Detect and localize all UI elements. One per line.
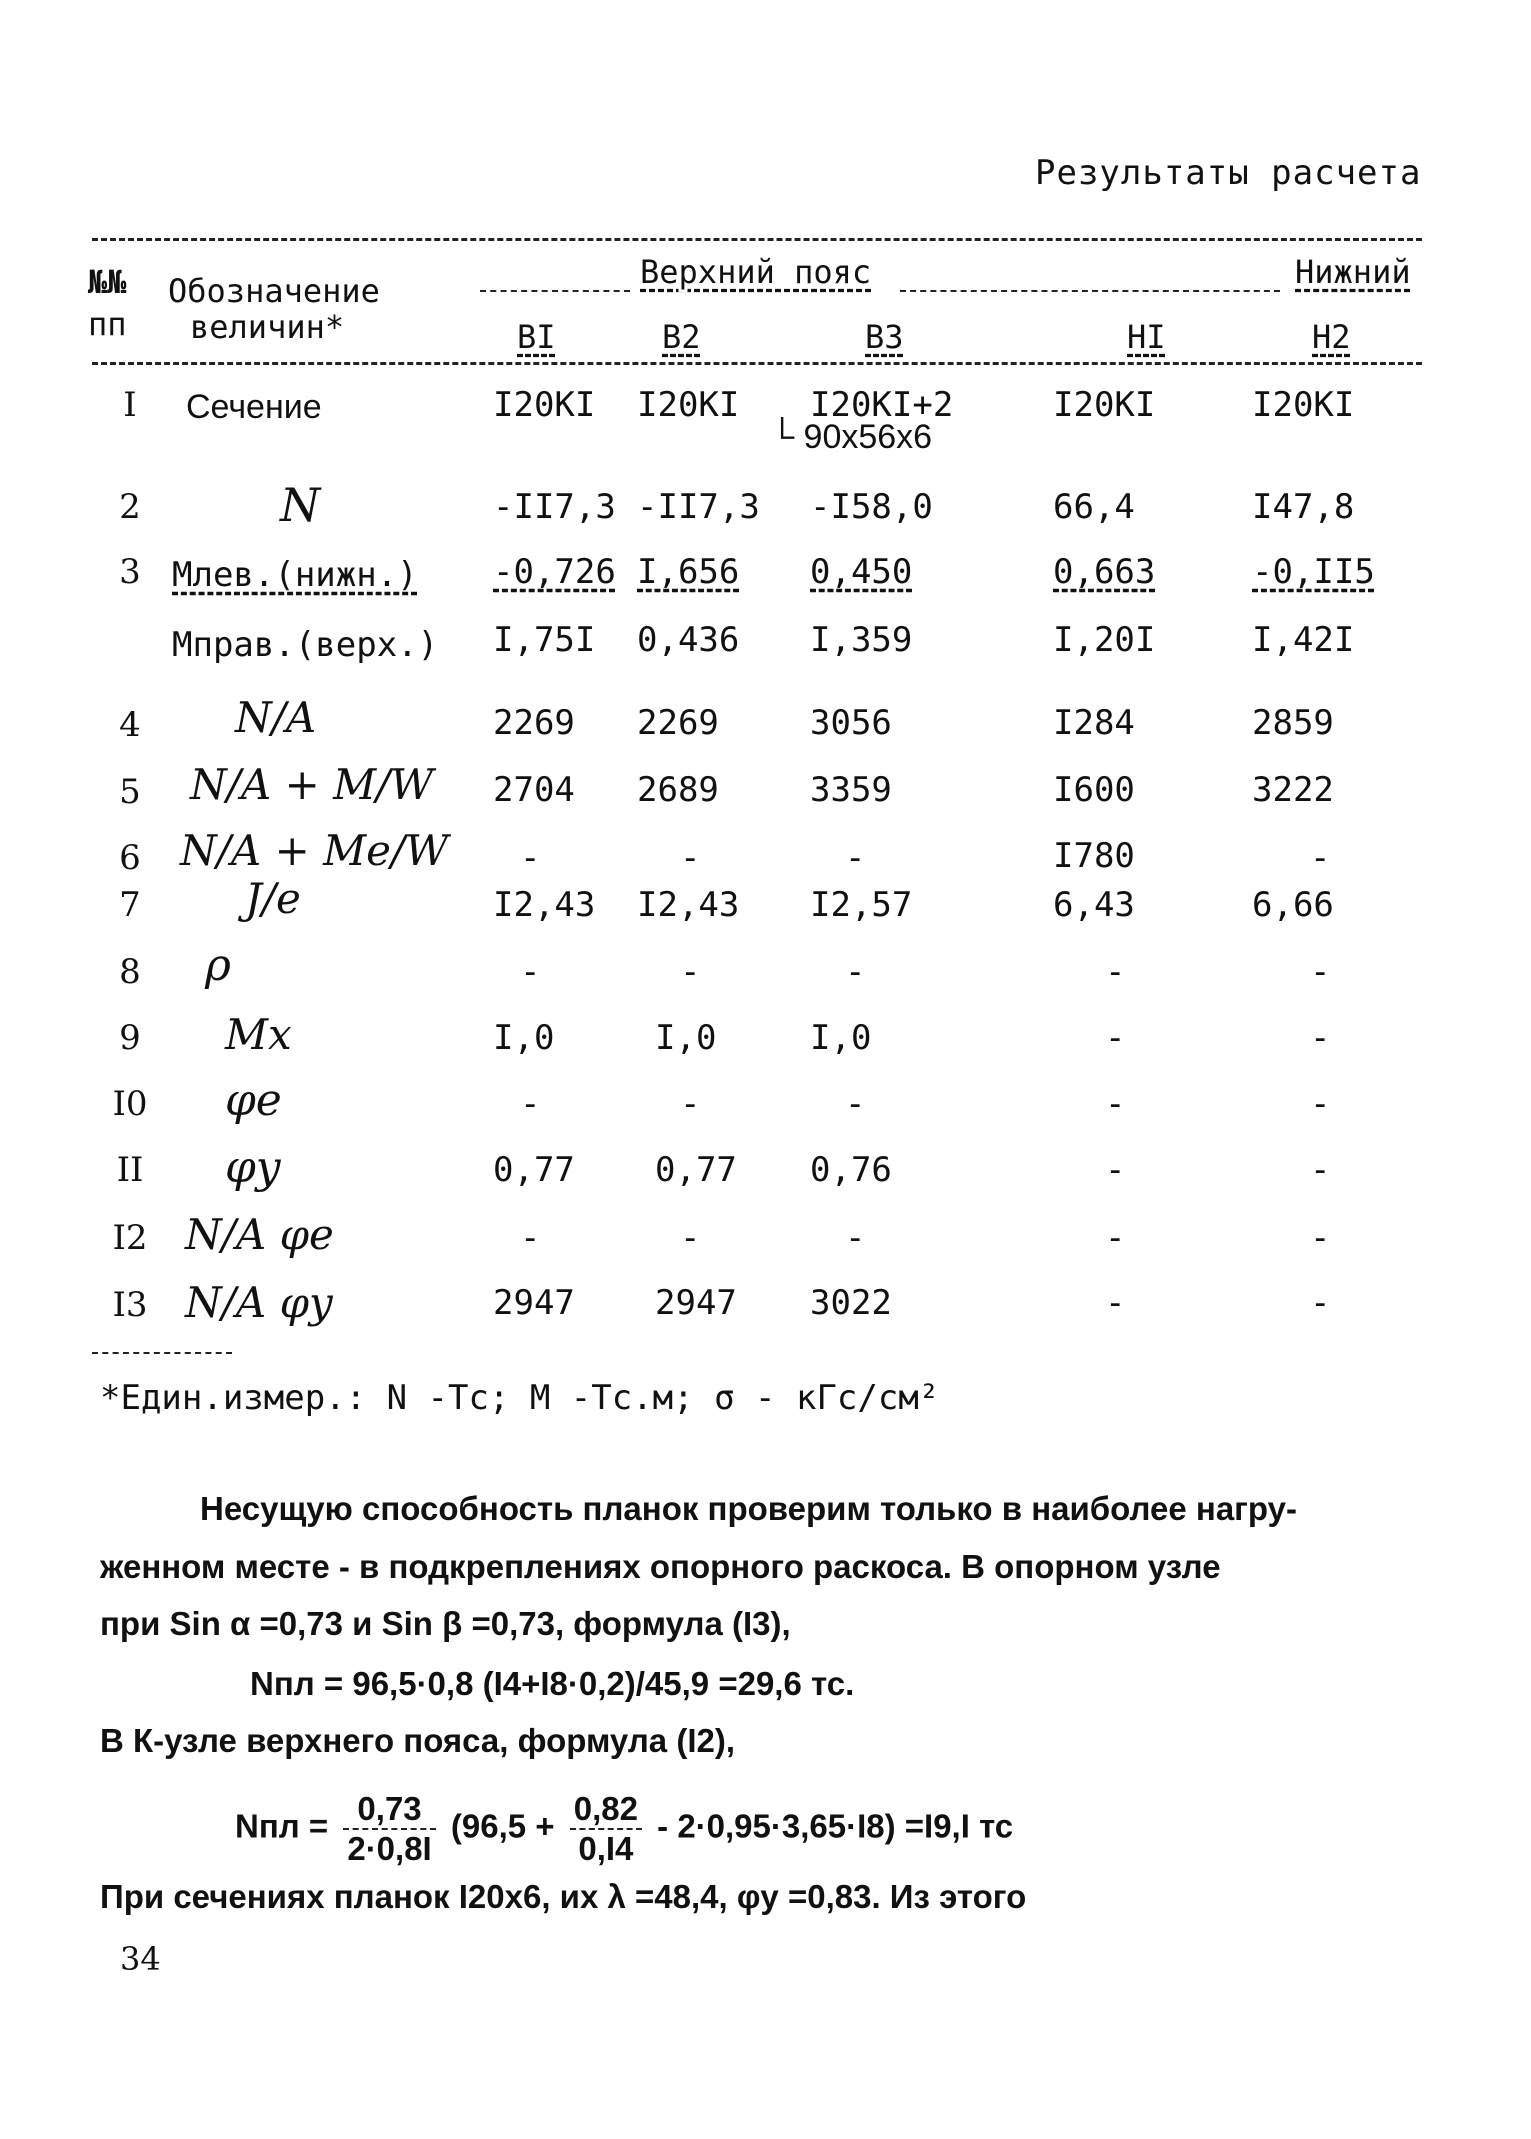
row-name: ρ [205,940,231,991]
fraction-numerator: 0,82 [570,1790,642,1830]
cell-h1: - [1105,952,1126,992]
footnote: *Един.измер.: N -Тс; M -Тс.м; σ - кГс/см² [100,1378,940,1418]
cell-h2: 6,66 [1252,885,1334,925]
row-name: N/A + M/W [190,760,434,809]
cell-h2: - [1310,1018,1331,1058]
cell-b3: 0,450 [810,552,913,592]
row-number: 4 [119,705,141,745]
cell-h1: 0,663 [1053,552,1156,592]
fraction-denominator: 0,I4 [578,1830,634,1867]
fraction-numerator: 0,73 [343,1790,435,1830]
cell-b2: 2689 [637,770,719,810]
cell-h2: 2859 [1252,703,1334,743]
row-name: N [280,478,321,532]
column-header-h2: H2 [1312,318,1351,356]
cell-h1: I,20I [1053,620,1156,660]
header-bottom-rule [92,362,1422,365]
row-number: 7 [119,885,141,925]
row-number: 5 [119,772,141,812]
formula-rhs: - 2·0,95·3,65·I8) =I9,I тс [657,1807,1014,1845]
row-name: φe [225,1075,282,1126]
cell-h1: I284 [1053,703,1135,743]
cell-b2: I,656 [637,552,740,592]
cell-b3: I2,57 [810,885,913,925]
cell-b1: -II7,3 [493,487,616,527]
cell-b1: I,75I [493,620,596,660]
paragraph-line: При сечениях планок I20x6, их λ =48,4, φy =0,83. Из этого [100,1878,1027,1915]
cell-b2: - [680,1218,701,1258]
cell-b2: 2269 [637,703,719,743]
cell-b3: I,0 [810,1018,872,1058]
paragraph-line: В К-узле верхнего пояса, формула (I2), [100,1722,735,1759]
cell-b1: - [520,1218,541,1258]
cell-b3: - [845,952,866,992]
cell-h1: - [1105,1018,1126,1058]
row-number: I3 [112,1285,148,1325]
cell-b2: 2947 [655,1283,737,1323]
row-name: Mлев.(нижн.) [172,555,418,595]
cell-h1: I20KI [1053,385,1156,425]
cell-h2: - [1310,1283,1331,1323]
cell-h1: - [1105,1283,1126,1323]
cell-h1: I780 [1053,836,1135,876]
paragraph-line: при Sin α =0,73 и Sin β =0,73, формула (I3), [100,1605,791,1642]
cell-b2: I2,43 [637,885,740,925]
cell-b3: -I58,0 [810,487,933,527]
row-name: Mправ.(верх.) [172,625,439,665]
cell-b3: 0,76 [810,1150,892,1190]
row-name: N/A φy [185,1278,333,1327]
cell-h2: I,42I [1252,620,1355,660]
column-header-b3: B3 [865,318,904,356]
column-header-b2: B2 [662,318,701,356]
cell-b3: - [845,1218,866,1258]
paragraph-line: женном месте - в подкреплениях опорного раскоса. В опорном узле [100,1548,1221,1585]
row-name: φy [225,1142,281,1193]
cell-b2: 0,436 [637,620,740,660]
cell-b2: - [680,1084,701,1124]
cell-h2: I20KI [1252,385,1355,425]
cell-b2: I,0 [655,1018,717,1058]
row-number: 9 [119,1018,141,1058]
cell-b1: I2,43 [493,885,596,925]
page-number: 34 [120,1940,161,1978]
row-number: 6 [119,838,141,878]
cell-h2: I47,8 [1252,487,1355,527]
row-name: Сечение [186,388,322,426]
cell-h1: 66,4 [1053,487,1135,527]
table-top-rule [92,238,1422,241]
row-number: 2 [119,487,141,527]
cell-h2: - [1310,1150,1331,1190]
formula-middle: (96,5 + [450,1807,555,1845]
cell-b1: - [520,952,541,992]
row-number: I [123,385,137,425]
fraction [343,1790,435,1868]
cell-h2: - [1310,1084,1331,1124]
header-num-label-2: пп [88,305,127,343]
row-number: 8 [119,952,141,992]
page-title: Результаты расчета [1035,153,1422,193]
cell-b1: - [520,838,541,878]
header-group-top: Верхний пояс [640,253,872,291]
cell-b2: - [680,838,701,878]
row-number: I2 [112,1218,148,1258]
header-group-rule-left [480,290,630,292]
cell-b1: 0,77 [493,1150,575,1190]
cell-b3: 3056 [810,703,892,743]
cell-b3: 3359 [810,770,892,810]
cell-b2: -II7,3 [637,487,760,527]
cell-h1: - [1105,1150,1126,1190]
cell-h2: 3222 [1252,770,1334,810]
cell-h2: - [1310,1218,1331,1258]
cell-b2: - [680,952,701,992]
cell-b3-extra: └ 90x56x6 [770,418,933,456]
cell-b3: I,359 [810,620,913,660]
formula-lhs: Nпл = [235,1807,329,1845]
cell-h1: 6,43 [1053,885,1135,925]
cell-b1: - [520,1084,541,1124]
paragraph-line: Несущую способность планок проверим только в наиболее нагру- [200,1490,1297,1527]
header-group-rule-mid [900,290,1280,292]
cell-b1: I,0 [493,1018,555,1058]
row-number: II [116,1150,144,1190]
row-name: N/A [235,693,317,742]
cell-b1: -0,726 [493,552,616,592]
fraction [570,1790,642,1868]
cell-b1: 2269 [493,703,575,743]
formula-line [235,1790,1013,1868]
header-name-label-2: величин* [190,308,345,346]
cell-h1: - [1105,1084,1126,1124]
header-group-bottom: Нижний [1295,253,1411,291]
cell-b1: 2704 [493,770,575,810]
formula-line: Nпл = 96,5·0,8 (I4+I8·0,2)/45,9 =29,6 тс. [250,1665,855,1702]
header-name-label: Обозначение [168,272,380,310]
cell-h2: - [1310,952,1331,992]
cell-h2: - [1310,838,1331,878]
cell-b2: 0,77 [655,1150,737,1190]
row-name: Mx [225,1010,292,1059]
row-name: N/A + Me/W [180,826,449,875]
header-num-label: №№ [88,263,127,301]
column-header-b1: BI [517,318,556,356]
cell-b1: I20KI [493,385,596,425]
cell-h1: - [1105,1218,1126,1258]
column-header-h1: HI [1127,318,1166,356]
cell-b1: 2947 [493,1283,575,1323]
cell-b3: 3022 [810,1283,892,1323]
row-number: 3 [119,552,141,592]
cell-b3: - [845,838,866,878]
row-number: I0 [112,1084,148,1124]
fraction-denominator: 2·0,8I [347,1830,432,1867]
cell-b3: - [845,1084,866,1124]
cell-b3: I20KI+2 [810,385,954,425]
cell-h2: -0,II5 [1252,552,1375,592]
row-name: J/e [245,874,301,923]
footnote-rule [92,1352,232,1354]
row-name: N/A φe [185,1210,334,1259]
cell-h1: I600 [1053,770,1135,810]
cell-b2: I20KI [637,385,740,425]
